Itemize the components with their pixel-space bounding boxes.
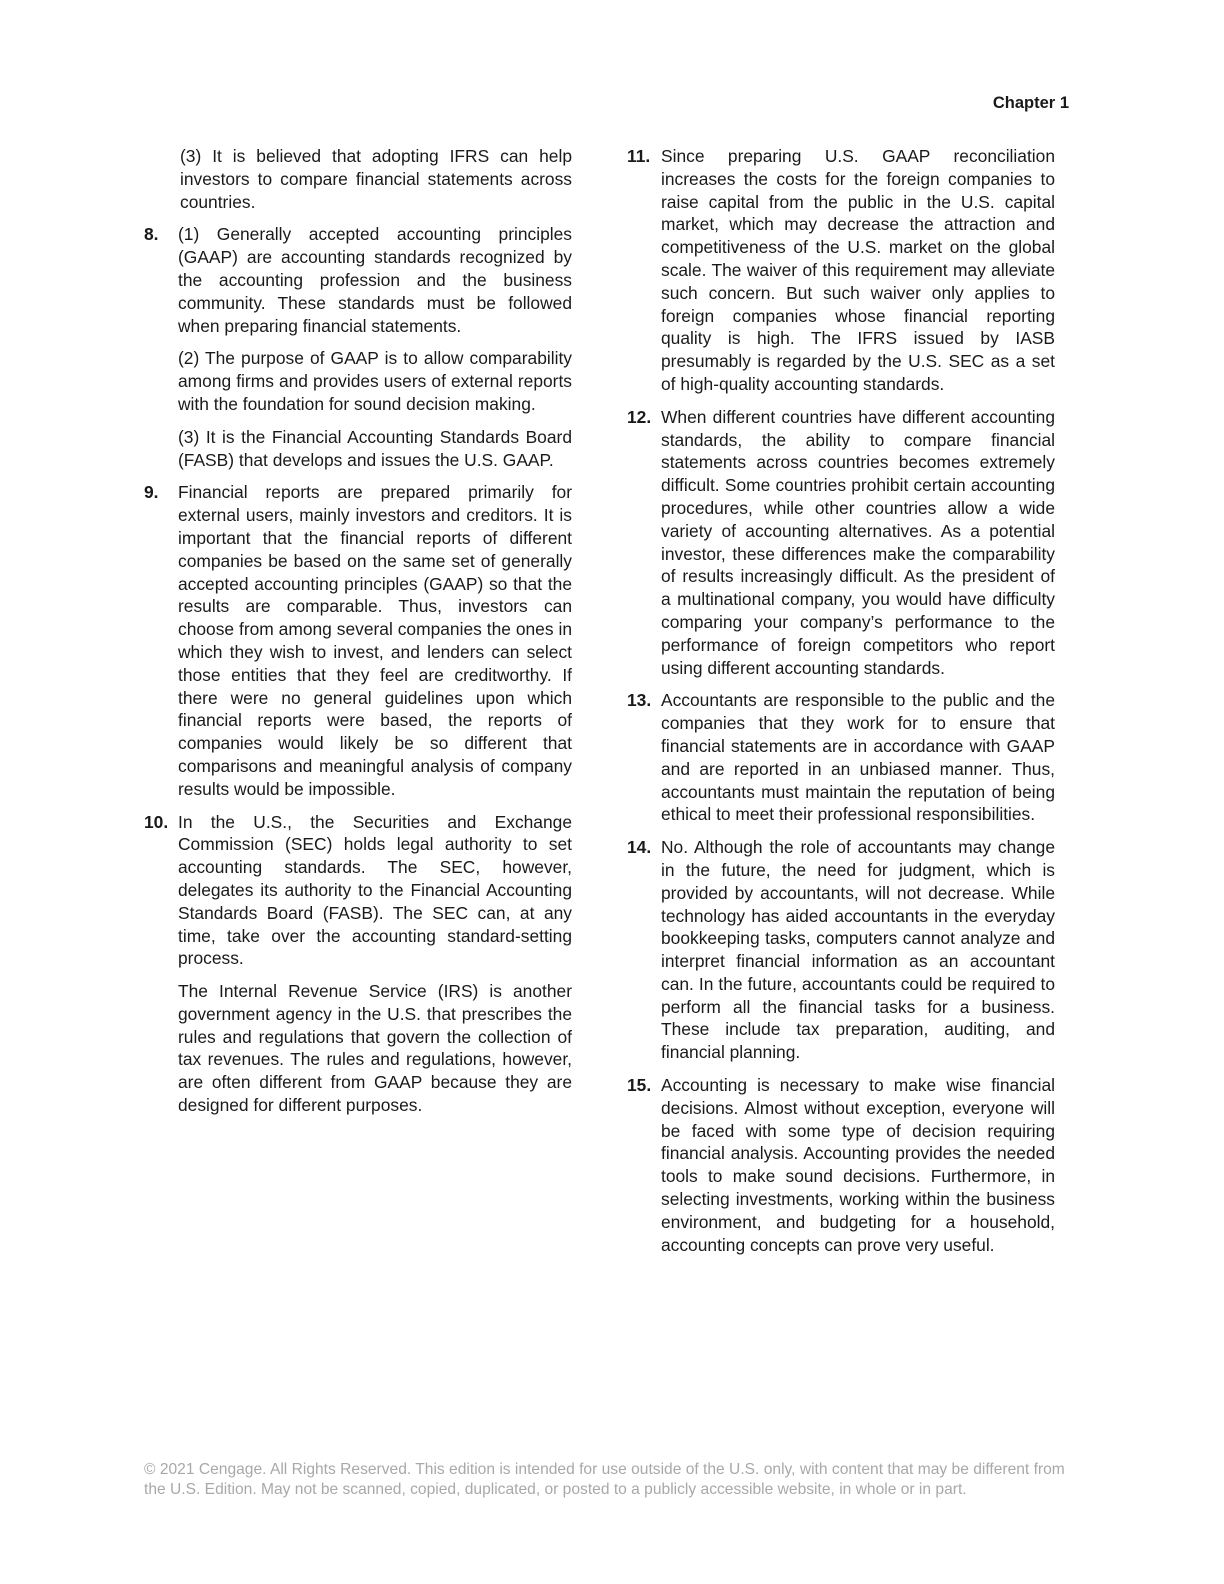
item-number: 13. — [627, 690, 652, 711]
chapter-header: Chapter 1 — [992, 94, 1069, 112]
item-number: 12. — [627, 406, 652, 427]
answer-item-14 — [627, 836, 1055, 1064]
item-number: 15. — [627, 1075, 652, 1096]
answer-paragraph: When different countries have different accounting standards, the ability to compare financial statements across countries becomes extremely difficult. Some countries prohibit certain accounting procedures, while other countries allow a wide variety of accounting alternatives. As a potential investor, these differences make the comparability of results increasingly difficult. As the president of a multinational company, you would have difficulty comparing your company’s performance to the performance of foreign competitors who report using different accounting standards. — [661, 406, 1055, 678]
answer-paragraph: Since preparing U.S. GAAP reconciliation increases the costs for the foreign companies to raise capital from the public in the U.S. capital market, which may decrease the attraction and competitiveness of the U.S. market on the global scale. The waiver of this requirement may alleviate such concern. But such waiver only applies to foreign companies whose financial reporting quality is high. The IFRS issued by IASB presumably is regarded by the U.S. SEC as a set of high-quality accounting standards. — [661, 146, 1055, 394]
answer-paragraph: Accountants are responsible to the public and the companies that they work for to ensure that financial statements are in accordance with GAAP and are reported in an unbiased manner. Thus, accountants must maintain the reputation of being ethical to meet their professional responsibilities. — [661, 690, 1055, 825]
answer-paragraph: (2) The purpose of GAAP is to allow comparability among firms and provides users of external reports with the foundation for sound decision making. — [178, 348, 572, 414]
answer-paragraph: The Internal Revenue Service (IRS) is another government agency in the U.S. that prescribes the rules and regulations that govern the collection of tax revenues. The rules and regulations, however, are often different from GAAP because they are designed for different purposes. — [178, 981, 572, 1116]
answer-item-12 — [627, 406, 1055, 680]
answer-item-11 — [627, 145, 1055, 396]
answer-item-13 — [627, 689, 1055, 826]
copyright-footer: © 2021 Cengage. All Rights Reserved. This edition is intended for use outside of the U.S. only, with content that may be different from the U.S. Edition. May not be scanned, copied, duplicated, or posted to a publicly accessible website, in whole or in part. — [144, 1461, 1065, 1498]
right-column — [627, 145, 1055, 1266]
answer-item-9 — [144, 481, 572, 800]
answer-paragraph: Accounting is necessary to make wise financial decisions. Almost without exception, everyone will be faced with some type of decision requiring financial analysis. Accounting provides the needed tools to make sound decisions. Furthermore, in selecting investments, working within the business environment, and budgeting for a household, accounting concepts can prove very useful. — [661, 1075, 1055, 1255]
item-number: 9. — [144, 482, 159, 503]
continuation-paragraph: (3) It is believed that adopting IFRS can help investors to compare financial statements across countries. — [180, 146, 572, 212]
answer-item-15 — [627, 1074, 1055, 1256]
item-number: 11. — [627, 146, 651, 166]
item-number: 8. — [144, 224, 159, 245]
item-number: 10. — [144, 811, 169, 832]
answer-item-10 — [144, 811, 572, 1117]
item-number: 14. — [627, 837, 652, 858]
answer-paragraph: In the U.S., the Securities and Exchange Commission (SEC) holds legal authority to set accounting standards. The SEC, however, delegates its authority to the Financial Accounting Standards Board (FASB). The SEC can, at any time, take over the accounting standard-setting process. — [178, 811, 572, 969]
answer-item-8 — [144, 223, 572, 471]
left-column — [144, 145, 572, 1127]
answer-paragraph: (1) Generally accepted accounting principles (GAAP) are accounting standards recognized by the accounting profession and the business community. These standards must be followed when preparing financial statements. — [178, 224, 572, 336]
answer-paragraph: Financial reports are prepared primarily for external users, mainly investors and creditors. It is important that the financial reports of different companies be based on the same set of generally accepted accounting principles (GAAP) so that the results are comparable. Thus, investors can choose from among several companies the ones in which they wish to invest, and lenders can select those entities that they feel are creditworthy. If there were no general guidelines upon which financial reports were based, the reports of companies would likely be so different that comparisons and meaningful analysis of company results would be impossible. — [178, 482, 572, 799]
answer-paragraph: No. Although the role of accountants may change in the future, the need for judgment, which is provided by accountants, will not decrease. While technology has aided accountants in the everyday bookkeeping tasks, computers cannot analyze and interpret financial information as an accountant can. In the future, accountants could be required to perform all the financial tasks for a business. These include tax preparation, auditing, and financial planning. — [661, 837, 1055, 1063]
answer-paragraph: (3) It is the Financial Accounting Standards Board (FASB) that develops and issues the U.S. GAAP. — [178, 426, 572, 470]
